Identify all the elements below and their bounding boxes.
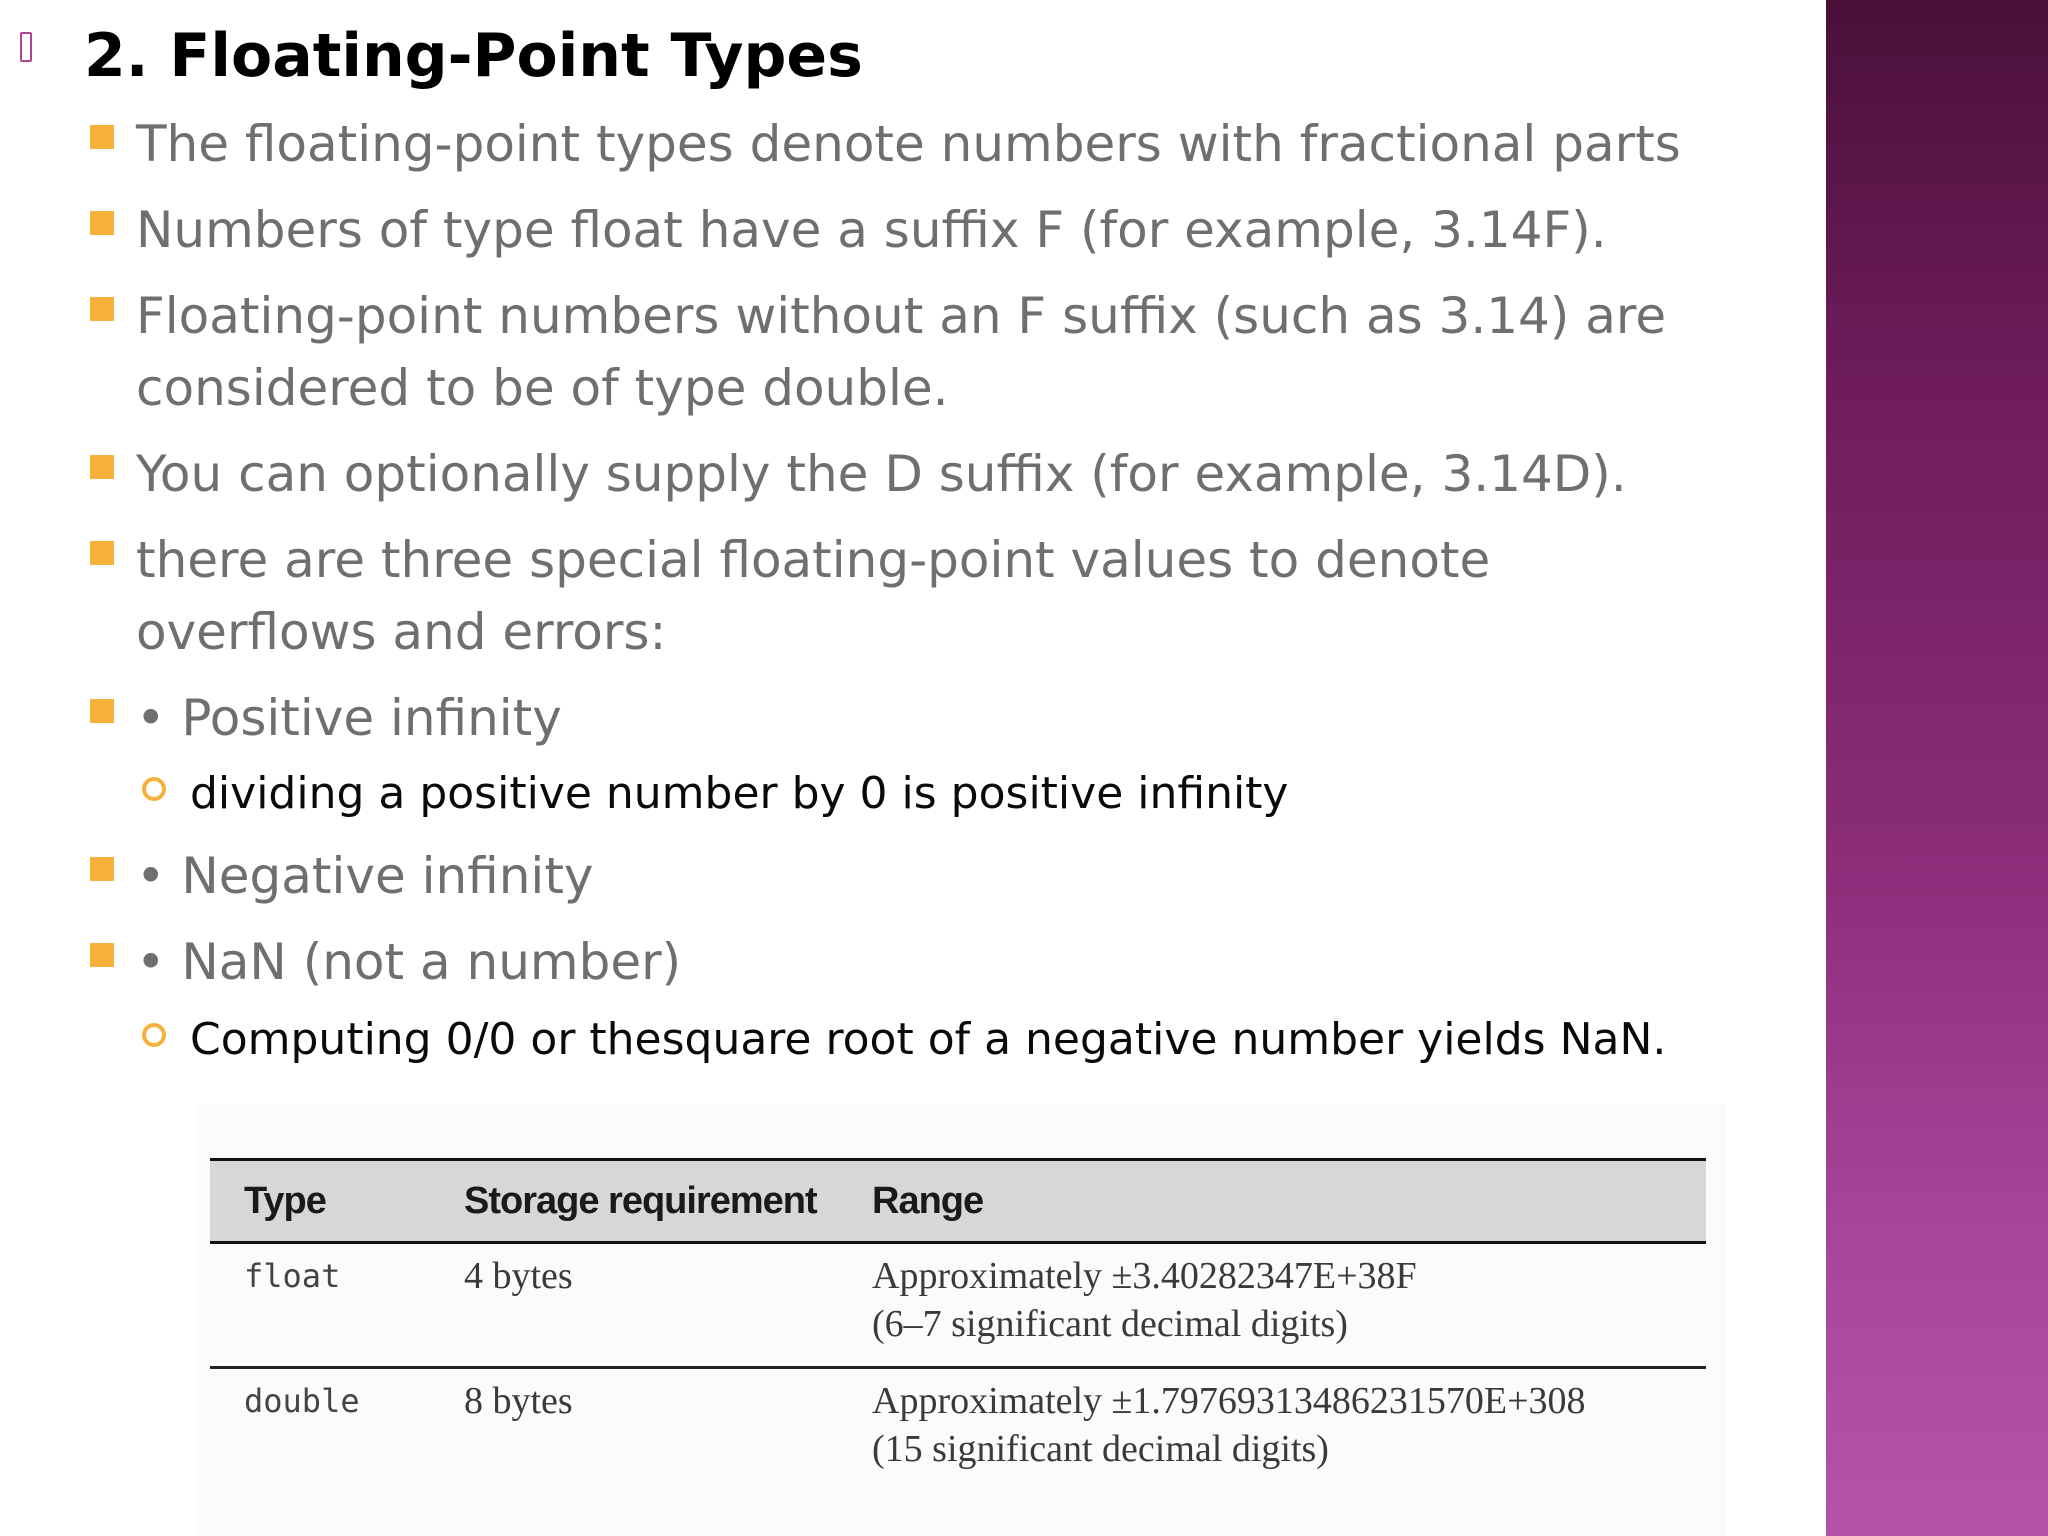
decorative-side-band <box>1826 0 2048 1536</box>
range-line: Approximately ±3.40282347E+38F <box>872 1255 1417 1297</box>
sub-bullet-text: Computing 0/0 or thesquare root of a negative number yields NaN. <box>190 1014 1667 1065</box>
cell-range <box>838 1368 1706 1492</box>
bullet-text: The floating-point types denote numbers with fractional parts <box>136 115 1681 173</box>
bullet-text: • Negative infinity <box>136 847 594 905</box>
header-range: Range <box>838 1160 1706 1243</box>
square-bullet-icon <box>90 857 114 881</box>
range-note: (6–7 significant decimal digits) <box>872 1303 1348 1345</box>
ring-bullet-icon <box>142 1023 166 1047</box>
bullet-text: • Positive infinity <box>136 689 562 747</box>
square-bullet-icon <box>90 699 114 723</box>
floating-point-types-table <box>210 1158 1706 1491</box>
sub-bullet-text: dividing a positive number by 0 is positive infinity <box>190 768 1289 819</box>
square-bullet-icon <box>90 211 114 235</box>
square-bullet-icon <box>90 541 114 565</box>
header-storage-requirement: Storage requirement <box>430 1160 838 1243</box>
square-bullet-icon <box>90 297 114 321</box>
table-header-row <box>210 1160 1706 1243</box>
bullet-text-continuation: considered to be of type double. <box>136 359 949 417</box>
range-note: (15 significant decimal digits) <box>872 1428 1329 1470</box>
bullet-text: You can optionally supply the D suffix (for example, 3.14D). <box>136 445 1627 503</box>
slide-title: 2. Floating-Point Types <box>84 21 863 91</box>
bullet-text-continuation: overflows and errors: <box>136 603 667 661</box>
range-line: Approximately ±1.79769313486231570E+308 <box>872 1380 1586 1422</box>
header-type: Type <box>210 1160 430 1243</box>
bullet-text: there are three special floating-point values to denote <box>136 531 1491 589</box>
title-marker-icon <box>20 32 32 62</box>
square-bullet-icon <box>90 455 114 479</box>
square-bullet-icon <box>90 125 114 149</box>
bullet-text: • NaN (not a number) <box>136 933 682 991</box>
square-bullet-icon <box>90 943 114 967</box>
bullet-text: Floating-point numbers without an F suffix (such as 3.14) are <box>136 287 1667 345</box>
cell-type: double <box>244 1382 360 1420</box>
cell-storage: 4 bytes <box>430 1243 838 1368</box>
cell-range <box>838 1243 1706 1368</box>
table-row <box>210 1243 1706 1368</box>
bullet-text: Numbers of type float have a suffix F (for example, 3.14F). <box>136 201 1607 259</box>
cell-type: float <box>210 1243 430 1368</box>
table-row <box>210 1368 1706 1492</box>
cell-storage: 8 bytes <box>464 1380 573 1422</box>
ring-bullet-icon <box>142 777 166 801</box>
